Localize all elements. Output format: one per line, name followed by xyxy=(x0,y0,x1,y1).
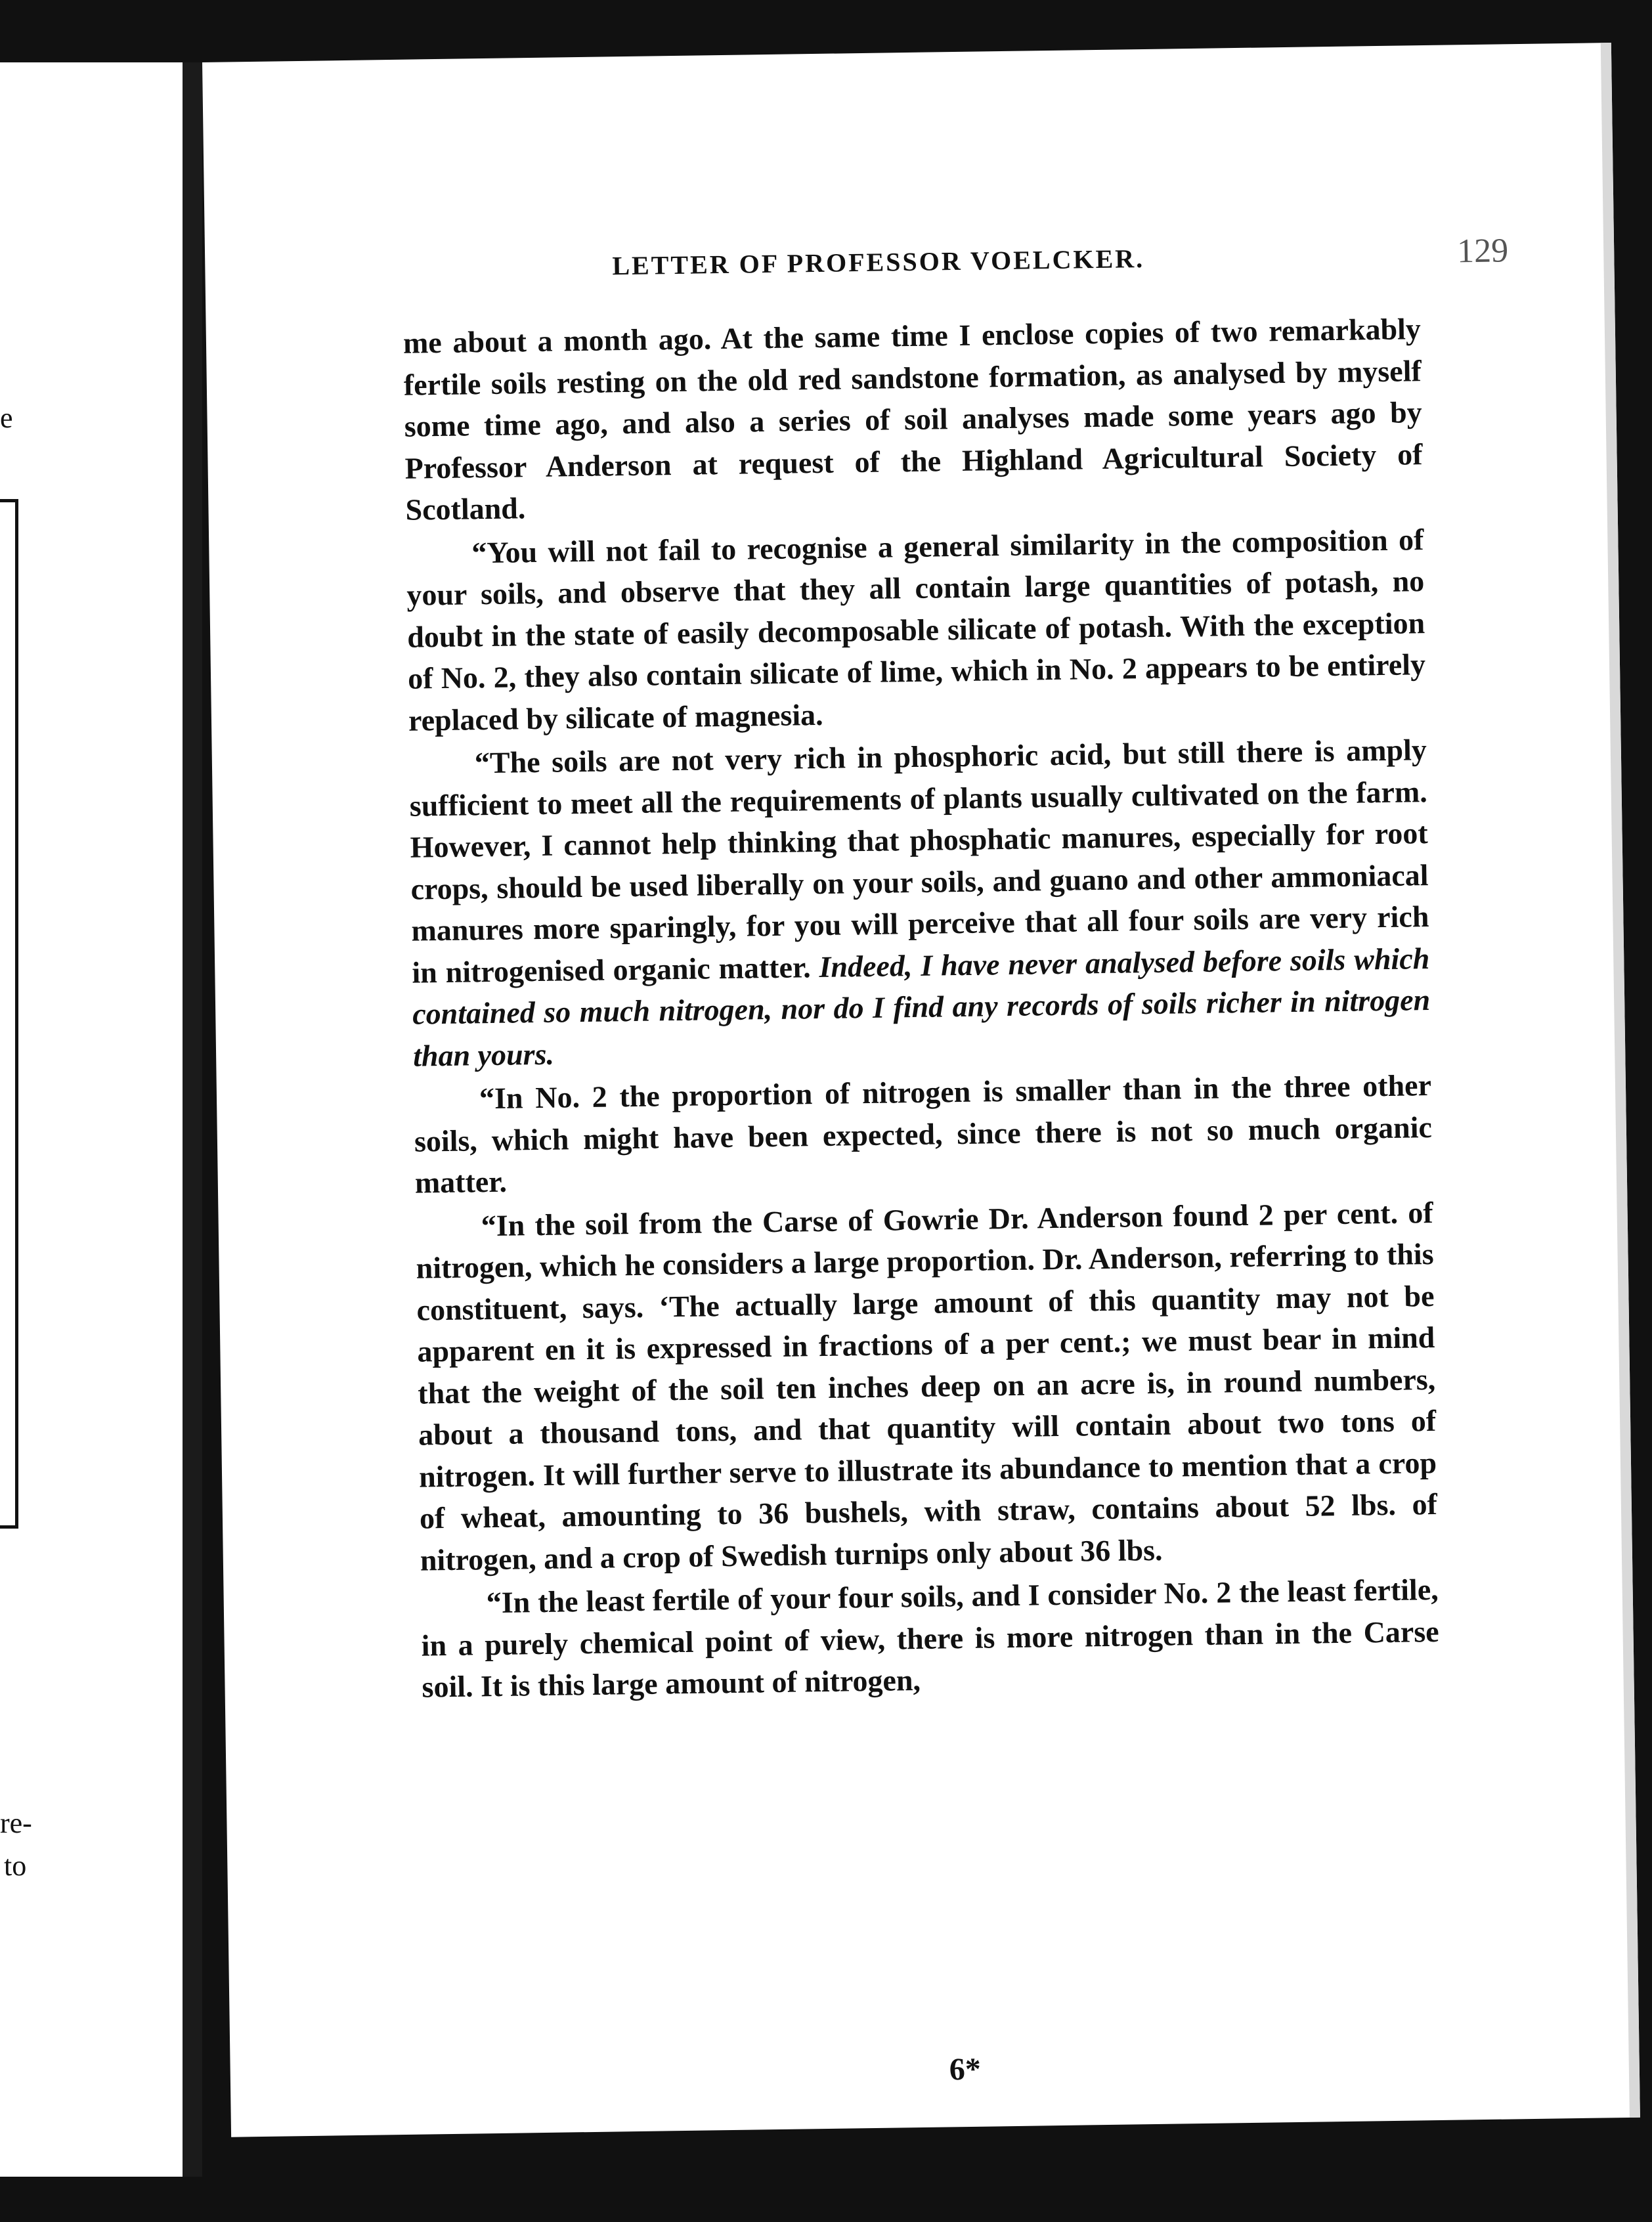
body-text xyxy=(403,308,1440,1710)
paragraph xyxy=(414,1064,1433,1204)
text-segment: “In the soil from the Carse of Gowrie Dr. Anderson found 2 per cent. of nitrogen, which he considers a large proportion. Dr. Anderson, referring to this constituent, says. ‘The actually large amount of this quantity may not be apparent en it is expressed in fractions of a per cent.; we must bear in mind that the weight of the soil ten inches deep on an acre is, in round numbers, about a thousand tons, and that quantity will contain about two tons of nitrogen. It will further serve to illustrate its abundance to mention that a crop of wheat, amounting to 36 bushels, with straw, contains about 52 lbs. of nitrogen, and a crop of Swedish turnips only about 36 lbs. xyxy=(416,1195,1438,1577)
book-page xyxy=(202,43,1640,2137)
paragraph xyxy=(420,1569,1440,1708)
italic-text-segment: Indeed, I have never analysed before soils which contained so much nitrogen, nor do I find any records of soils richer in nitrogen than yours. xyxy=(412,941,1431,1073)
left-page-fragment-e: e xyxy=(0,402,13,434)
paragraph xyxy=(409,729,1431,1077)
page-header xyxy=(402,230,1571,299)
paragraph xyxy=(406,519,1426,741)
page-edge xyxy=(1601,43,1640,2118)
left-page-fragment-re: re- xyxy=(0,1807,32,1839)
paragraph xyxy=(415,1191,1438,1580)
text-segment: me about a month ago. At the same time I enclose copies of two remarkably fertile soils resting on the old red sandstone formation, as analysed by myself some time ago, and also a series of soil analyses made some years ago by Professor Anderson at request of the Highland Agricultural Society of Scotland. xyxy=(402,312,1423,527)
page-number: 129 xyxy=(1456,232,1509,271)
text-segment: “You will not fail to recognise a general similarity in the composition of your soils, and observe that they all contain large quantities of potash, no doubt in the state of easily decomposable silicate of potash. With the exception of No. 2, they also contain silicate of lime, which in No. 2 appears to be entirely replaced by silicate of magnesia. xyxy=(406,522,1426,737)
text-segment: “In No. 2 the proportion of nitrogen is smaller than in the three other soils, which might have been expected, since there is not so much organic matter. xyxy=(414,1068,1433,1200)
signature-mark: 6* xyxy=(949,2051,982,2087)
left-page-fragment-to: to xyxy=(4,1850,27,1882)
left-facing-page xyxy=(0,62,183,2177)
text-segment: “The soils are not very rich in phosphoric acid, but still there is amply sufficient to meet all the requirements of plants usually cultivated on the farm. However, I cannot help thinking that phosphatic manures, especially for root crops, should be used liberally on your soils, and guano and other ammoniacal manures more sparingly, for you will perceive that all four soils are very rich in nitrogenised organic matter. xyxy=(409,733,1429,990)
text-segment: “In the least fertile of your four soils, and I consider No. 2 the least fertile, in a purely chemical point of view, there is more nitrogen than in the Carse soil. It is this large amount of nitrogen, xyxy=(421,1572,1439,1704)
left-page-table-edge xyxy=(0,499,18,1529)
running-head: LETTER OF PROFESSOR VOELCKER. xyxy=(612,243,1145,281)
paragraph xyxy=(403,308,1424,531)
book-spine-gutter xyxy=(183,62,202,2177)
